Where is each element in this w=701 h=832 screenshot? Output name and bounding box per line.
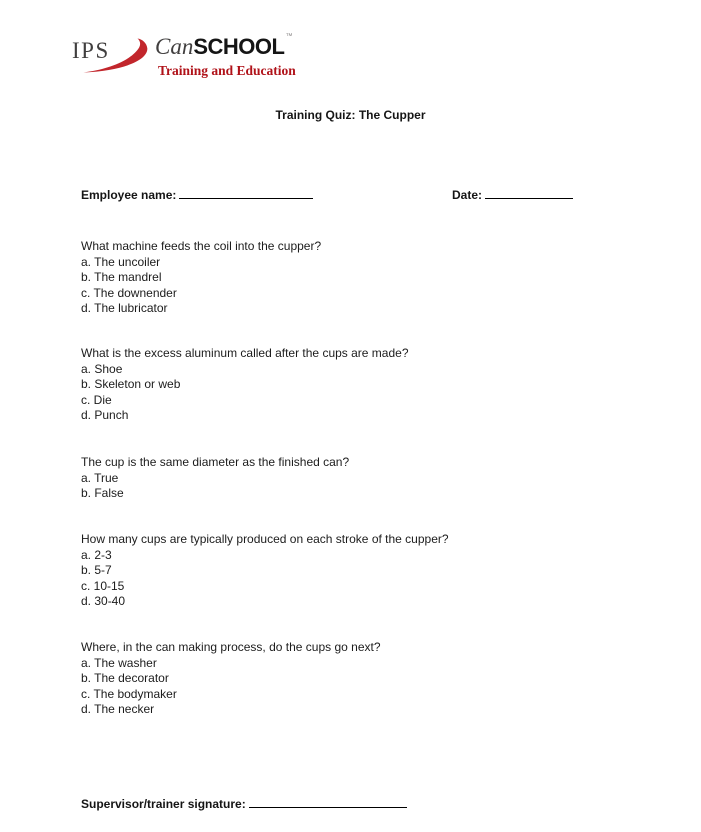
question-options xyxy=(81,548,449,610)
answer-option: b. False xyxy=(81,486,124,501)
question-block xyxy=(81,239,321,317)
page-title: Training Quiz: The Cupper xyxy=(275,108,426,122)
answer-option: a. Shoe xyxy=(81,361,123,376)
question-text: What is the excess aluminum called after the cups are made? xyxy=(81,346,409,360)
logo-wordmark xyxy=(155,34,292,60)
logo-swoosh-icon xyxy=(83,35,151,74)
answer-option: d. 30-40 xyxy=(81,594,126,609)
question-block xyxy=(81,455,349,502)
answer-option: c. The bodymaker xyxy=(81,686,177,701)
date-blank xyxy=(485,187,573,199)
signature-row xyxy=(81,796,407,811)
question-text: The cup is the same diameter as the finished can? xyxy=(81,455,350,469)
answer-option: b. The mandrel xyxy=(81,270,162,285)
answer-option: a. 2-3 xyxy=(81,547,112,562)
question-options xyxy=(81,471,349,502)
answer-option: c. 10-15 xyxy=(81,578,125,593)
signature-blank xyxy=(249,796,407,808)
question-text: Where, in the can making process, do the cups go next? xyxy=(81,640,381,654)
answer-option: a. True xyxy=(81,470,119,485)
question-block xyxy=(81,532,449,610)
employee-name-label: Employee name: xyxy=(81,188,177,202)
answer-option: d. Punch xyxy=(81,408,129,423)
answer-option: b. The decorator xyxy=(81,671,169,686)
logo-can-text: Can xyxy=(155,34,194,59)
logo-school-text: SCHOOL xyxy=(193,34,285,59)
answer-option: a. The washer xyxy=(81,655,157,670)
logo-tagline: Training and Education xyxy=(158,63,296,78)
question-block xyxy=(81,346,409,424)
answer-option: c. The downender xyxy=(81,285,177,300)
question-options xyxy=(81,255,321,317)
answer-option: b. 5-7 xyxy=(81,563,112,578)
company-logo xyxy=(72,28,296,84)
logo-ips-text: IPS xyxy=(72,38,110,63)
answer-option: c. Die xyxy=(81,392,112,407)
answer-option: b. Skeleton or web xyxy=(81,377,181,392)
trademark-symbol: ™ xyxy=(285,33,293,40)
question-text: What machine feeds the coil into the cupper? xyxy=(81,239,322,253)
answer-option: a. The uncoiler xyxy=(81,254,161,269)
question-text: How many cups are typically produced on each stroke of the cupper? xyxy=(81,532,449,546)
question-block xyxy=(81,640,381,718)
answer-option: d. The necker xyxy=(81,702,155,717)
question-options xyxy=(81,362,409,424)
answer-option: d. The lubricator xyxy=(81,301,168,316)
question-options xyxy=(81,656,381,718)
employee-name-blank xyxy=(179,187,313,199)
date-label: Date: xyxy=(452,188,483,202)
signature-label: Supervisor/trainer signature: xyxy=(81,797,246,811)
date-field xyxy=(452,187,573,202)
header-fields-row xyxy=(81,187,621,205)
